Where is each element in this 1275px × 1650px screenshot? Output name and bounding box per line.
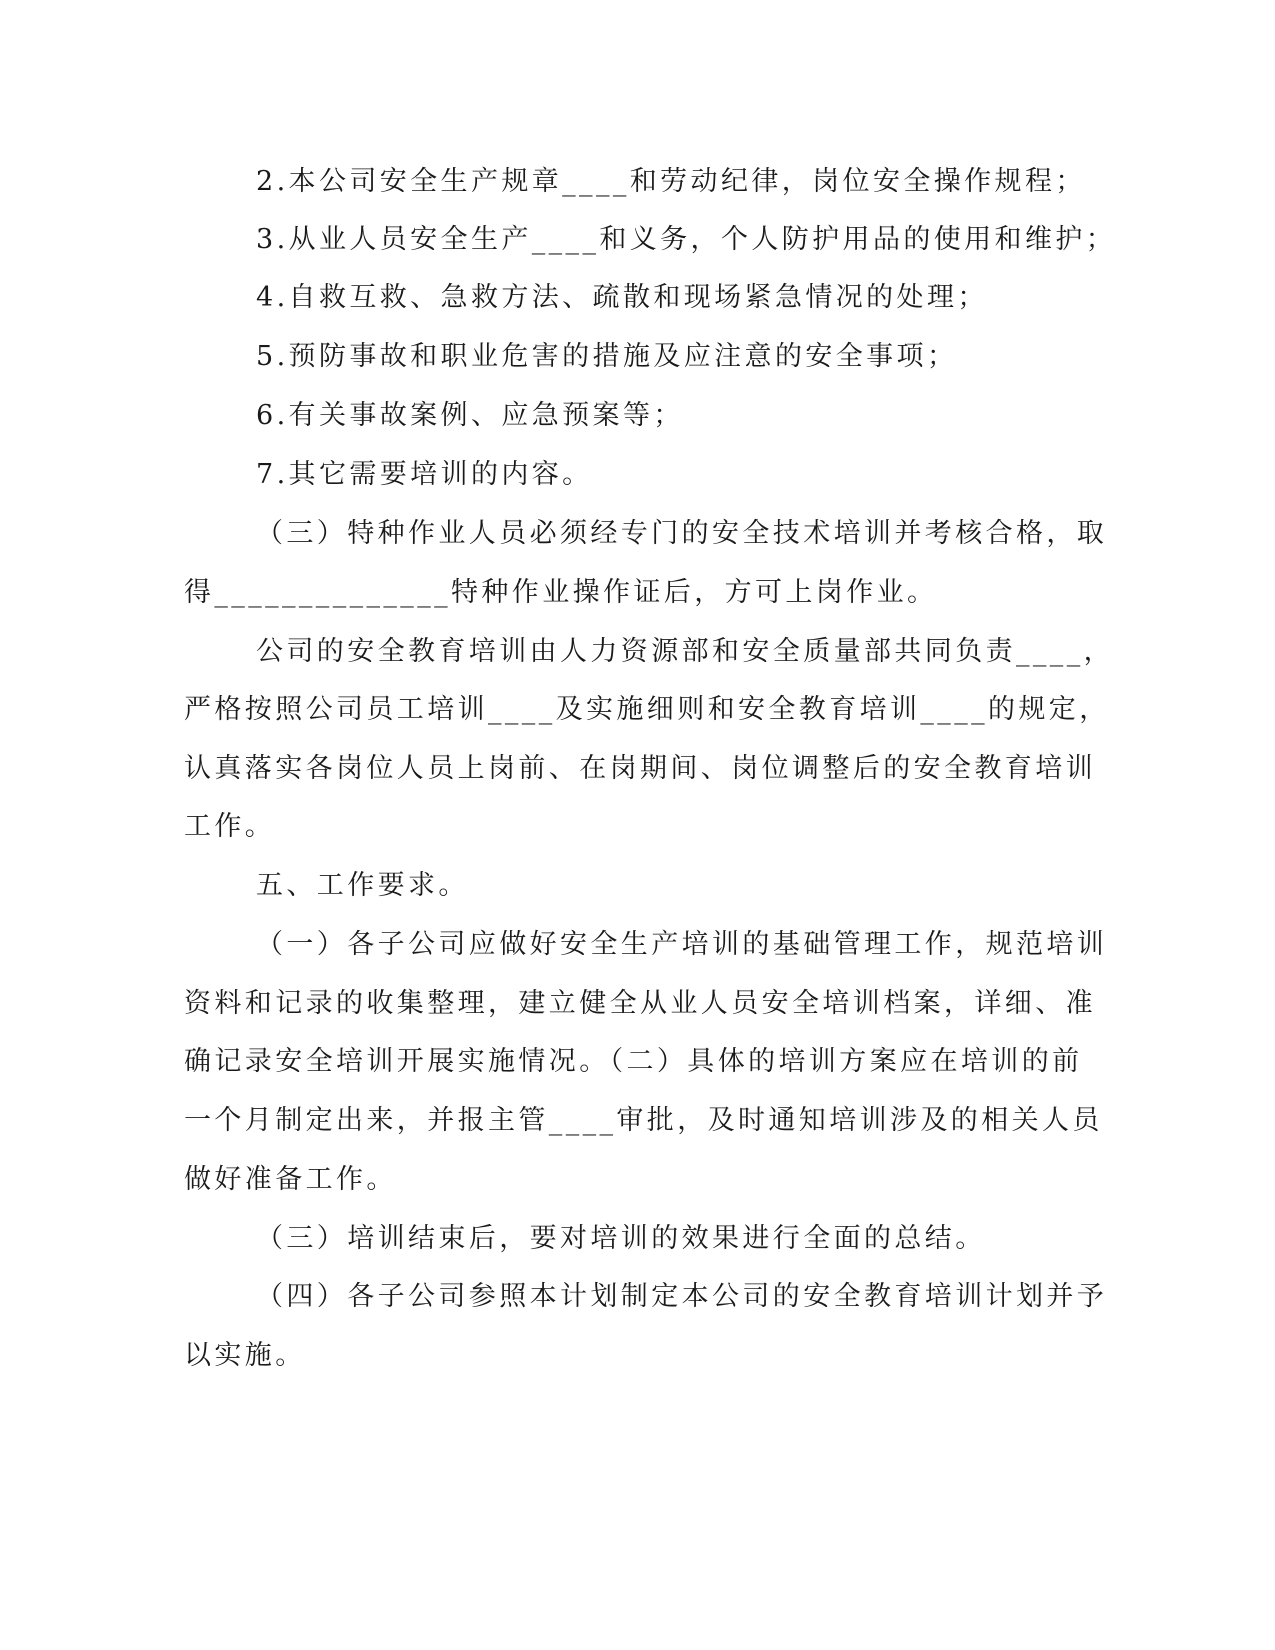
paragraph-req-1-line-4: 一个月制定出来，并报主管____审批，及时通知培训涉及的相关人员 (184, 1105, 1103, 1136)
list-item-5: 5.预防事故和职业危害的措施及应注意的安全事项； (256, 341, 958, 372)
list-item-4: 4.自救互救、急救方法、疏散和现场紧急情况的处理； (256, 282, 988, 313)
paragraph-req-4-line-1: （四）各子公司参照本计划制定本公司的安全教育培训计划并予 (256, 1281, 1108, 1312)
paragraph-responsibility-line-3: 认真落实各岗位人员上岗前、在岗期间、岗位调整后的安全教育培训 (184, 753, 1096, 784)
paragraph-special-ops-line-2: 得______________特种作业操作证后，方可上岗作业。 (184, 577, 938, 608)
list-item-3: 3.从业人员安全生产____和义务，个人防护用品的使用和维护； (256, 224, 1117, 255)
list-item-2: 2.本公司安全生产规章____和劳动纪律，岗位安全操作规程； (256, 166, 1086, 197)
paragraph-responsibility-line-1: 公司的安全教育培训由人力资源部和安全质量部共同负责____， (256, 636, 1114, 667)
paragraph-req-3: （三）培训结束后，要对培训的效果进行全面的总结。 (256, 1223, 986, 1254)
paragraph-req-1-line-1: （一）各子公司应做好安全生产培训的基础管理工作，规范培训 (256, 929, 1108, 960)
paragraph-special-ops-line-1: （三）特种作业人员必须经专门的安全技术培训并考核合格，取 (256, 518, 1108, 549)
list-item-6: 6.有关事故案例、应急预案等； (256, 400, 684, 431)
paragraph-req-4-line-2: 以实施。 (184, 1340, 306, 1371)
paragraph-req-1-line-5: 做好准备工作。 (184, 1164, 397, 1195)
paragraph-responsibility-line-2: 严格按照公司员工培训____及实施细则和安全教育培训____的规定， (184, 694, 1110, 725)
paragraph-responsibility-line-4: 工作。 (184, 811, 276, 842)
paragraph-req-1-line-2: 资料和记录的收集整理，建立健全从业人员安全培训档案，详细、准 (184, 988, 1096, 1019)
list-item-7: 7.其它需要培训的内容。 (256, 459, 593, 490)
paragraph-req-1-line-3: 确记录安全培训开展实施情况。（二）具体的培训方案应在培训的前 (184, 1046, 1083, 1077)
section-heading-work-requirements: 五、工作要求。 (256, 870, 469, 901)
